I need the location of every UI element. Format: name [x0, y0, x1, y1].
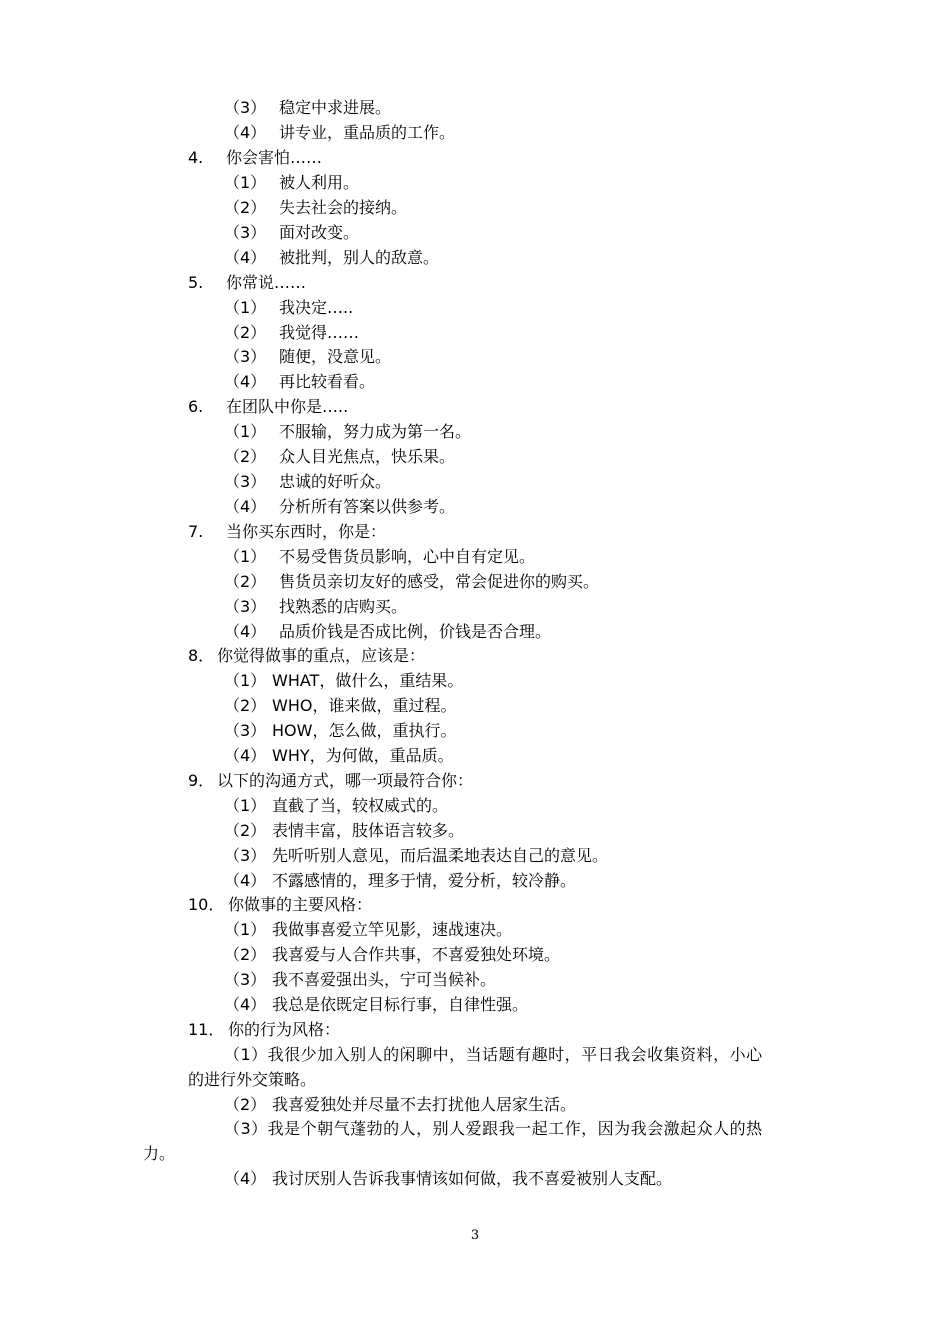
option-number: （3）	[224, 223, 267, 242]
option-text: 我讨厌别人告诉我事情该如何做，我不喜爱被别人支配。	[272, 1169, 673, 1188]
option-number: （2）	[224, 323, 267, 342]
option-line	[224, 347, 391, 367]
option-line	[224, 447, 455, 467]
option-line	[224, 821, 464, 841]
option-text: 我不喜爱强出头，宁可当候补。	[272, 970, 497, 989]
option-number: （2）	[224, 821, 267, 840]
option-text: 品质价钱是否成比例，价钱是否合理。	[279, 622, 552, 641]
option-line	[224, 123, 455, 143]
option-text: 我喜爱独处并尽量不去打扰他人居家生活。	[272, 1095, 577, 1114]
option-text: 再比较看看。	[279, 372, 376, 391]
option-line	[224, 323, 359, 343]
option-number: （4）	[224, 746, 267, 765]
option-number: （2）	[224, 447, 267, 466]
paragraph-text: 的进行外交策略。	[188, 1070, 317, 1089]
option-number: （1）	[224, 547, 267, 566]
option-number: （2）	[224, 572, 267, 591]
option-text: 我总是依既定目标行事，自律性强。	[272, 995, 529, 1014]
paragraph-line	[224, 1045, 763, 1065]
option-text: 稳定中求进展。	[279, 98, 392, 117]
option-line	[224, 746, 454, 766]
option-text: 被批判，别人的敌意。	[279, 248, 440, 267]
option-number: （1）	[224, 422, 267, 441]
option-text: WHO，谁来做，重过程。	[272, 696, 457, 715]
option-line	[224, 846, 608, 866]
option-number: （3）	[224, 347, 267, 366]
option-text: 找熟悉的店购买。	[279, 597, 408, 616]
option-text: WHY，为何做，重品质。	[272, 746, 454, 765]
option-number: （3）	[224, 98, 267, 117]
option-number: （2）	[224, 198, 267, 217]
question-text: 以下的沟通方式，哪一项最符合你：	[217, 771, 474, 790]
question-number: 4.	[188, 148, 204, 167]
option-line	[224, 796, 448, 816]
question-number: 8．	[188, 646, 215, 665]
option-number: （1）	[224, 796, 267, 815]
question-text: 你觉得做事的重点，应该是：	[217, 646, 426, 665]
option-text: HOW，怎么做，重执行。	[272, 721, 457, 740]
option-text: 我做事喜爱立竿见影，速战速决。	[272, 920, 513, 939]
option-text: 表情丰富，肢体语言较多。	[272, 821, 465, 840]
option-text: 我决定…..	[279, 298, 354, 317]
option-text: 我觉得……	[279, 323, 360, 342]
option-line	[224, 223, 359, 243]
option-text: 不易受售货员影响，心中自有定见。	[279, 547, 536, 566]
option-number: （4）	[224, 372, 267, 391]
option-text: 失去社会的接纳。	[279, 198, 408, 217]
option-line	[224, 1095, 576, 1115]
question-text: 你做事的主要风格：	[228, 895, 373, 914]
question-text: 你会害怕……	[226, 148, 323, 167]
option-number: （4）	[224, 123, 267, 142]
option-number: （3）	[224, 721, 267, 740]
option-line	[224, 970, 496, 990]
question-line	[188, 771, 473, 791]
option-text: 分析所有答案以供参考。	[279, 497, 456, 516]
question-number: 7.	[188, 522, 204, 541]
question-line	[188, 273, 306, 293]
question-line	[188, 522, 386, 542]
question-number: 5.	[188, 273, 204, 292]
option-number: （4）	[224, 1169, 267, 1188]
option-line	[224, 696, 456, 716]
option-text: 不服输，努力成为第一名。	[279, 422, 472, 441]
question-line	[188, 148, 322, 168]
paragraph-line	[143, 1144, 175, 1164]
option-line	[224, 622, 551, 642]
option-number: （2）	[224, 945, 267, 964]
question-text: 你的行为风格：	[228, 1020, 341, 1039]
question-number: 11．	[188, 1020, 225, 1039]
option-line	[224, 248, 439, 268]
option-text: 被人利用。	[279, 173, 360, 192]
option-number: （4）	[224, 622, 267, 641]
question-text: 当你买东西时，你是：	[226, 522, 387, 541]
option-text: 讲专业，重品质的工作。	[279, 123, 456, 142]
option-text: 众人目光焦点，快乐果。	[279, 447, 456, 466]
option-number: （3）	[224, 846, 267, 865]
option-line	[224, 572, 599, 592]
option-number: （4）	[224, 248, 267, 267]
option-line	[224, 721, 456, 741]
question-number: 6.	[188, 397, 204, 416]
option-number: （4）	[224, 497, 267, 516]
option-text: 不露感情的，理多于情，爱分析，较冷静。	[272, 871, 577, 890]
option-text: 售货员亲切友好的感受，常会促进你的购买。	[279, 572, 600, 591]
option-line	[224, 98, 391, 118]
option-text: 直截了当，较权威式的。	[272, 796, 449, 815]
option-line	[224, 995, 528, 1015]
option-number: （4）	[224, 871, 267, 890]
option-text: 忠诚的好听众。	[279, 472, 392, 491]
option-number: （2）	[224, 696, 267, 715]
option-line	[224, 472, 391, 492]
option-text: 随便，没意见。	[279, 347, 392, 366]
question-number: 10．	[188, 895, 225, 914]
option-line	[224, 920, 512, 940]
option-number: （1）	[224, 671, 267, 690]
question-line	[188, 646, 425, 666]
option-text: 先听听别人意见，而后温柔地表达自己的意见。	[272, 846, 609, 865]
option-line	[224, 497, 455, 517]
option-line	[224, 198, 407, 218]
option-number: （1）	[224, 298, 267, 317]
paragraph-text: （1）我很少加入别人的闲聊中，当话题有趣时，平日我会收集资料，小心	[224, 1045, 763, 1064]
paragraph-line	[224, 1119, 763, 1139]
question-text: 你常说……	[226, 273, 307, 292]
option-number: （3）	[224, 970, 267, 989]
option-line	[224, 173, 359, 193]
paragraph-text: （3）我是个朝气蓬勃的人，别人爱跟我一起工作，因为我会激起众人的热	[224, 1119, 763, 1138]
option-text: 面对改变。	[279, 223, 360, 242]
question-text: 在团队中你是…..	[226, 397, 349, 416]
option-text: WHAT，做什么，重结果。	[272, 671, 464, 690]
question-line	[188, 397, 348, 417]
option-line	[224, 945, 560, 965]
question-line	[188, 895, 372, 915]
option-line	[224, 547, 535, 567]
paragraph-line	[188, 1070, 316, 1090]
option-line	[224, 298, 353, 318]
option-number: （3）	[224, 597, 267, 616]
question-number: 9．	[188, 771, 215, 790]
option-line	[224, 671, 463, 691]
option-number: （3）	[224, 472, 267, 491]
option-line	[224, 597, 407, 617]
paragraph-text: 力。	[143, 1144, 176, 1163]
option-number: （4）	[224, 995, 267, 1014]
option-number: （2）	[224, 1095, 267, 1114]
option-line	[224, 422, 471, 442]
option-number: （1）	[224, 173, 267, 192]
option-line	[224, 372, 375, 392]
option-line	[224, 871, 576, 891]
question-line	[188, 1020, 340, 1040]
option-number: （1）	[224, 920, 267, 939]
page-number: 3	[470, 1228, 480, 1243]
option-text: 我喜爱与人合作共事，不喜爱独处环境。	[272, 945, 561, 964]
option-line	[224, 1169, 672, 1189]
